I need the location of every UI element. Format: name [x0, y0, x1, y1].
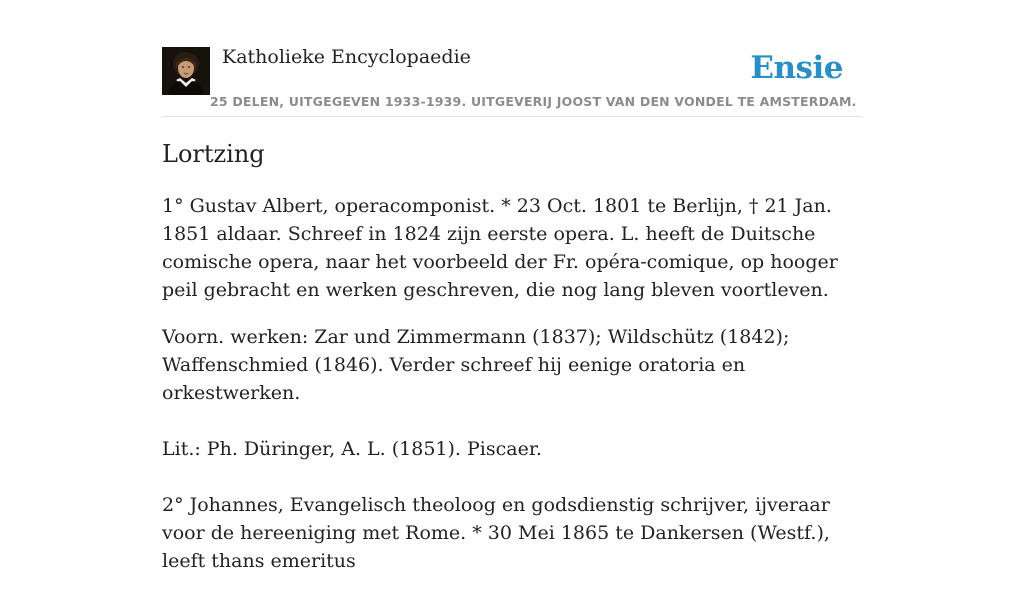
source-subtitle: 25 DELEN, UITGEGEVEN 1933-1939. UITGEVERIJ JOOST VAN DEN VONDEL TE AMSTERDAM. — [210, 94, 857, 109]
portrait-graphic — [162, 47, 210, 95]
brand-logo[interactable]: Ensie — [750, 50, 843, 86]
article-body — [162, 192, 862, 594]
header — [162, 0, 862, 117]
article-title: Lortzing — [162, 140, 265, 168]
article-paragraph: 1° Gustav Albert, operacomponist. * 23 Oct. 1801 te Berlijn, † 21 Jan. 1851 aldaar. Schreef in 1824 zijn eerste opera. L. heeft de Duitsche comische opera, naar het voorbeeld der Fr. opéra-comique, op hooger peil gebracht en werken geschreven, die nog lang bleven voortleven. — [162, 195, 838, 301]
portrait-icon[interactable] — [162, 47, 210, 95]
page — [162, 0, 862, 572]
article-paragraph: 2° Johannes, Evangelisch theoloog en godsdienstig schrijver, ijveraar voor de hereeniging met Rome. * 30 Mei 1865 te Dankersen (Westf.), leeft thans emeritus — [162, 494, 830, 572]
article-paragraph: Voorn. werken: Zar und Zimmermann (1837); Wildschütz (1842); Waffenschmied (1846). Verder schreef hij eenige oratoria en orkestwerken. — [162, 326, 790, 404]
article-paragraph: Lit.: Ph. Düringer, A. L. (1851). Piscaer. — [162, 438, 542, 460]
source-title[interactable]: Katholieke Encyclopaedie — [222, 46, 471, 68]
